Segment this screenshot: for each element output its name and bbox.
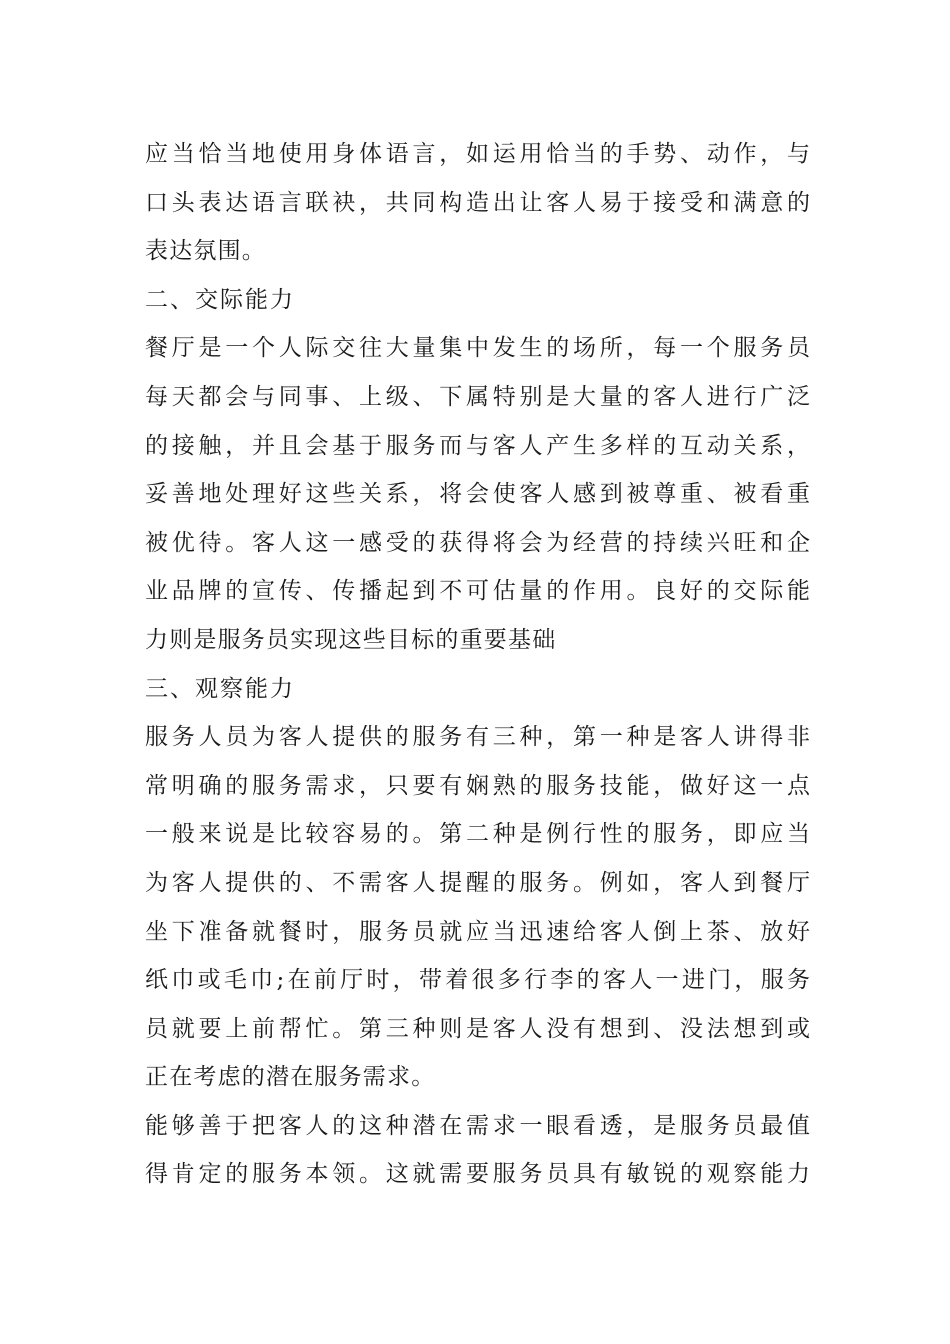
text-line: 表达氛围。 xyxy=(145,238,266,265)
section-heading: 二、交际能力 xyxy=(145,286,295,313)
text-line: 常明确的服务需求，只要有娴熟的服务技能，做好这一点 xyxy=(145,772,810,799)
text-line: 餐厅是一个人际交往大量集中发生的场所，每一个服务员 xyxy=(145,335,810,362)
text-line: 正在考虑的潜在服务需求。 xyxy=(145,1064,436,1091)
document-body xyxy=(145,130,810,1199)
text-line: 口头表达语言联袂，共同构造出让客人易于接受和满意的 xyxy=(145,189,810,216)
section-heading: 三、观察能力 xyxy=(145,675,295,702)
text-line: 妥善地处理好这些关系，将会使客人感到被尊重、被看重 xyxy=(145,481,810,508)
text-line: 业品牌的宣传、传播起到不可估量的作用。良好的交际能 xyxy=(145,578,810,605)
text-line: 得肯定的服务本领。这就需要服务员具有敏锐的观察能力 xyxy=(145,1161,810,1188)
text-line: 为客人提供的、不需客人提醒的服务。例如，客人到餐厅 xyxy=(145,869,810,896)
text-line: 被优待。客人这一感受的获得将会为经营的持续兴旺和企 xyxy=(145,529,810,556)
text-line: 能够善于把客人的这种潜在需求一眼看透，是服务员最值 xyxy=(145,1112,810,1139)
text-line: 纸巾或毛巾;在前厅时，带着很多行李的客人一进门，服务 xyxy=(145,967,810,994)
text-line: 一般来说是比较容易的。第二种是例行性的服务，即应当 xyxy=(145,821,810,848)
text-line: 力则是服务员实现这些目标的重要基础 xyxy=(145,626,557,653)
text-line: 应当恰当地使用身体语言，如运用恰当的手势、动作，与 xyxy=(145,141,810,167)
text-line: 坐下准备就餐时，服务员就应当迅速给客人倒上茶、放好 xyxy=(145,918,810,945)
text-line: 每天都会与同事、上级、下属特别是大量的客人进行广泛 xyxy=(145,383,810,410)
text-line: 服务人员为客人提供的服务有三种，第一种是客人讲得非 xyxy=(145,724,810,751)
text-line: 的接触，并且会基于服务而与客人产生多样的互动关系， xyxy=(145,432,810,459)
text-line: 员就要上前帮忙。第三种则是客人没有想到、没法想到或 xyxy=(145,1015,810,1042)
